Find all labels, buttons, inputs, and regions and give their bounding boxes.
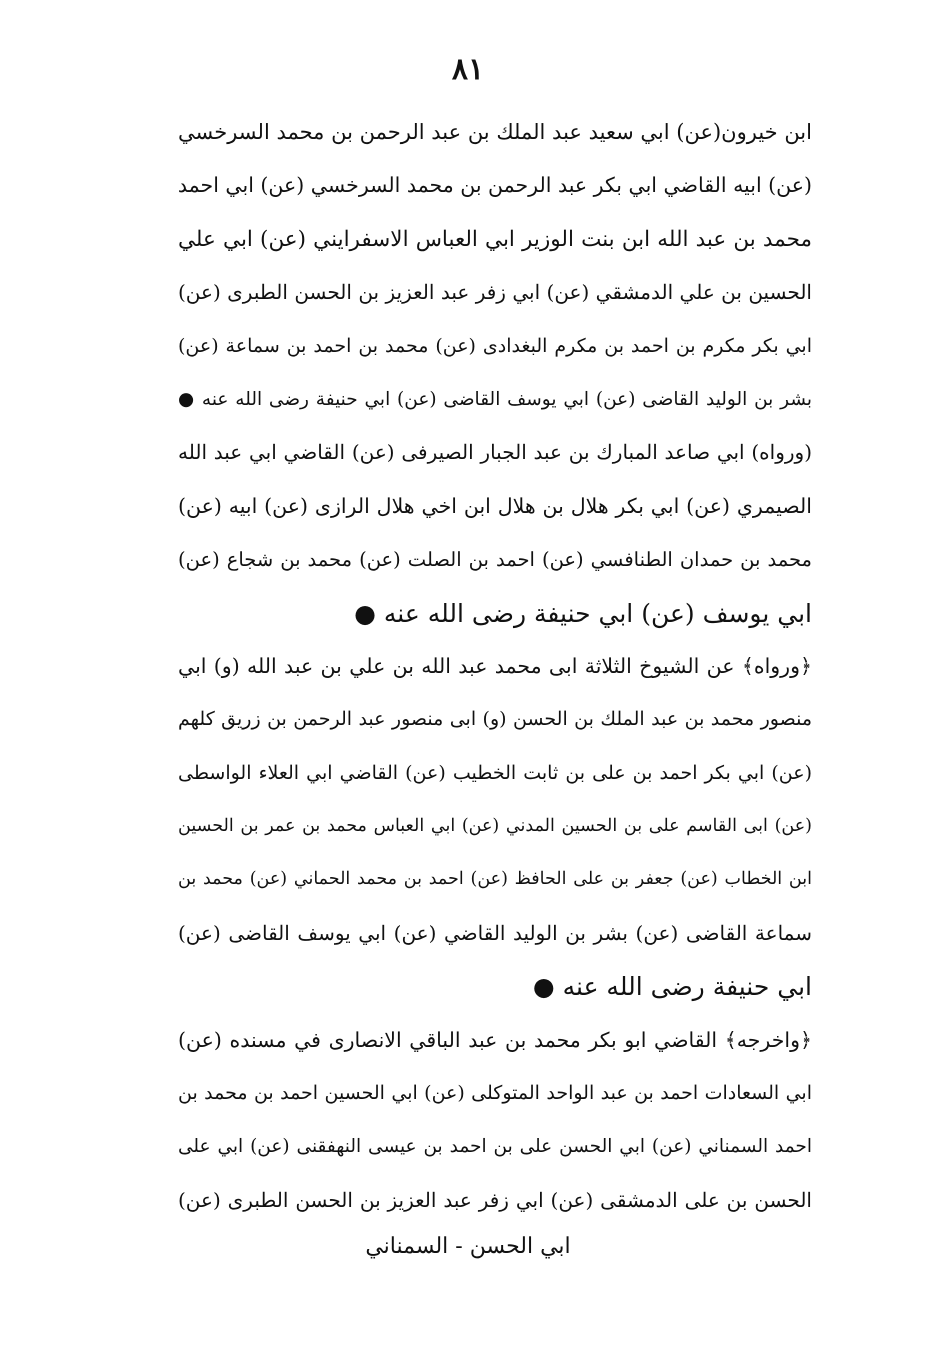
text-line: ابن الخطاب (عن) جعفر بن على الحافظ (عن) احمد بن محمد الحماني (عن) محمد بن [178,869,812,890]
text-line: بشر بن الوليد القاضى (عن) ابي يوسف القاضى (عن) ابي حنيفة رضى الله عنه ● [178,388,812,410]
text-line: (ورواه) ابي صاعد المبارك بن عبد الجبار الصيرفى (عن) القاضي ابي عبد الله [178,440,812,465]
text-line: (عن) ابيه القاضي ابي بكر عبد الرحمن بن محمد السرخسي (عن) ابي احمد [178,173,812,198]
text-line: محمد بن حمدان الطنافسي (عن) احمد بن الصلت (عن) محمد بن شجاع (عن) [178,548,812,572]
text-line: ﴿ورواه﴾ عن الشيوخ الثلاثة ابى محمد عبد الله بن علي بن عبد الله (و) ابي [178,653,812,678]
text-line: سماعة القاضى (عن) بشر بن الوليد القاضي (عن) ابي يوسف القاضى (عن) [178,920,812,945]
text-line: الصيمري (عن) ابي بكر هلال بن هلال ابن اخي هلال الرازى (عن) ابيه (عن) [178,493,812,518]
text-line: ابي السعادات احمد بن عبد الواحد المتوكلى (عن) ابي الحسين احمد بن محمد بن [178,1082,812,1105]
text-line: الحسن بن على الدمشقى (عن) ابي زفر عبد العزيز بن الحسن الطبرى (عن) [178,1187,812,1212]
text-line: (عن) ابي بكر احمد بن على بن ثابت الخطيب (عن) القاضي ابي العلاء الواسطى [178,761,812,784]
text-line: احمد السمناني (عن) ابي الحسن على بن احمد بن عيسى النهفقنى (عن) ابي على [178,1136,812,1158]
text-line: محمد بن عبد الله ابن بنت الوزير ابي العباس الاسفرايني (عن) ابي علي [178,226,812,252]
body-text [178,106,812,1227]
page-number: ٨١ [451,52,485,87]
text-line: ﴿واخرجه﴾ القاضي ابو بكر محمد بن عبد الباقي الانصارى في مسنده (عن) [178,1027,812,1052]
text-line: منصور محمد بن عبد الملك بن الحسن (و) ابى منصور عبد الرحمن بن زريق كلهم [178,708,812,731]
text-line: ابي حنيفة رضى الله عنه ● [532,972,812,1002]
text-line: ابي يوسف (عن) ابي حنيفة رضى الله عنه ● [354,598,812,628]
text-line: ابي بكر مكرم بن احمد بن مكرم البغدادى (عن) محمد بن احمد بن سماعة (عن) [178,334,812,357]
footnote: ابي الحسن - السمناني [365,1234,571,1259]
text-line: الحسين بن علي الدمشقي (عن) ابي زفر عبد العزيز بن الحسن الطبرى (عن) [178,280,812,305]
text-line: ابن خيرون(عن) ابي سعيد عبد الملك بن عبد الرحمن بن محمد السرخسي [178,120,812,144]
text-line: (عن) ابى القاسم على بن الحسين المدني (عن) ابي العباس محمد بن عمر بن الحسين [178,816,812,837]
